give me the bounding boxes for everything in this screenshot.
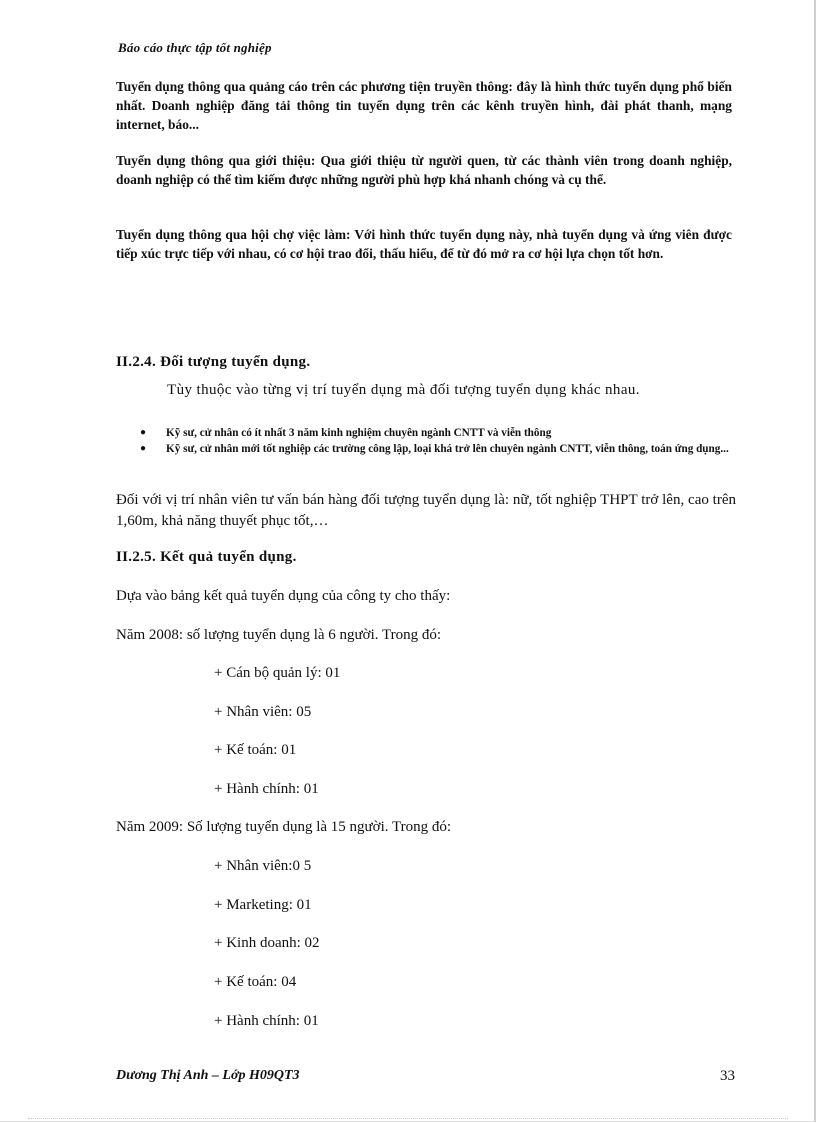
year-2008-item: + Cán bộ quản lý: 01 bbox=[214, 665, 341, 681]
bottom-rule bbox=[28, 1118, 788, 1119]
page-header-title: Báo cáo thực tập tốt nghiệp bbox=[118, 40, 272, 55]
list-item bbox=[116, 441, 734, 457]
footer-author: Dương Thị Anh – Lớp H09QT3 bbox=[116, 1068, 300, 1083]
year-2009-item: + Nhân viên:0 5 bbox=[214, 858, 312, 874]
section-intro-2-2-4: Tùy thuộc vào từng vị trí tuyển dụng mà đối tượng tuyển dụng khác nhau. bbox=[167, 382, 640, 398]
year-2008-item: + Hành chính: 01 bbox=[214, 781, 319, 797]
list-item-text: Kỹ sư, cử nhân mới tốt nghiệp các trường công lập, loại khá trở lên chuyên ngành CNTT, viễn thông, toán ứng dụng... bbox=[166, 443, 729, 455]
year-2008-item: + Kế toán: 01 bbox=[214, 742, 297, 758]
bullet-icon: ● bbox=[140, 427, 147, 438]
year-2009-item: + Kinh doanh: 02 bbox=[214, 935, 320, 951]
requirement-list bbox=[116, 425, 734, 457]
year-2008-item: + Nhân viên: 05 bbox=[214, 704, 312, 720]
year-2009-item: + Hành chính: 01 bbox=[214, 1013, 319, 1029]
year-2009-item: + Marketing: 01 bbox=[214, 897, 312, 913]
section-heading-2-2-5: II.2.5. Kết quả tuyển dụng. bbox=[116, 549, 297, 565]
list-item bbox=[116, 425, 734, 441]
year-2008-summary: Năm 2008: số lượng tuyển dụng là 6 người. Trong đó: bbox=[116, 627, 442, 643]
results-lead: Dựa vào bảng kết quả tuyển dụng của công ty cho thấy: bbox=[116, 588, 451, 604]
paragraph-media-recruitment: Tuyển dụng thông qua quảng cáo trên các phương tiện truyền thông: đây là hình thức tuyển dụng phổ biến nhất. Doanh nghiệp đăng tải thông tin tuyển dụng trên các kênh truyền hình, đài phát thanh, mạng internet, báo... bbox=[116, 79, 732, 132]
paragraph-job-fair-recruitment: Tuyển dụng thông qua hội chợ việc làm: Với hình thức tuyển dụng này, nhà tuyển dụng và ứng viên được tiếp xúc trực tiếp với nhau, có cơ hội trao đổi, thấu hiểu, để từ đó mở ra cơ hội lựa chọn tốt hơn. bbox=[116, 227, 732, 261]
year-2009-item: + Kế toán: 04 bbox=[214, 974, 297, 990]
year-2009-summary: Năm 2009: Số lượng tuyển dụng là 15 người. Trong đó: bbox=[116, 819, 452, 835]
section-heading-2-2-4: II.2.4. Đối tượng tuyển dụng. bbox=[116, 354, 311, 370]
list-item-text: Kỹ sư, cử nhân có ít nhất 3 năm kinh nghiệm chuyên ngành CNTT và viễn thông bbox=[166, 427, 552, 439]
sales-staff-requirements: Đối với vị trí nhân viên tư vấn bán hàng đối tượng tuyển dụng là: nữ, tốt nghiệp THPT trở lên, cao trên 1,60m, khả năng thuyết phục tốt,… bbox=[116, 492, 736, 529]
page-number: 33 bbox=[720, 1068, 735, 1084]
paragraph-referral-recruitment: Tuyển dụng thông qua giới thiệu: Qua giới thiệu từ người quen, từ các thành viên trong doanh nghiệp, doanh nghiệp có thể tìm kiếm được những người phù hợp khá nhanh chóng và cụ thể. bbox=[116, 153, 732, 187]
bullet-icon: ● bbox=[140, 443, 147, 454]
